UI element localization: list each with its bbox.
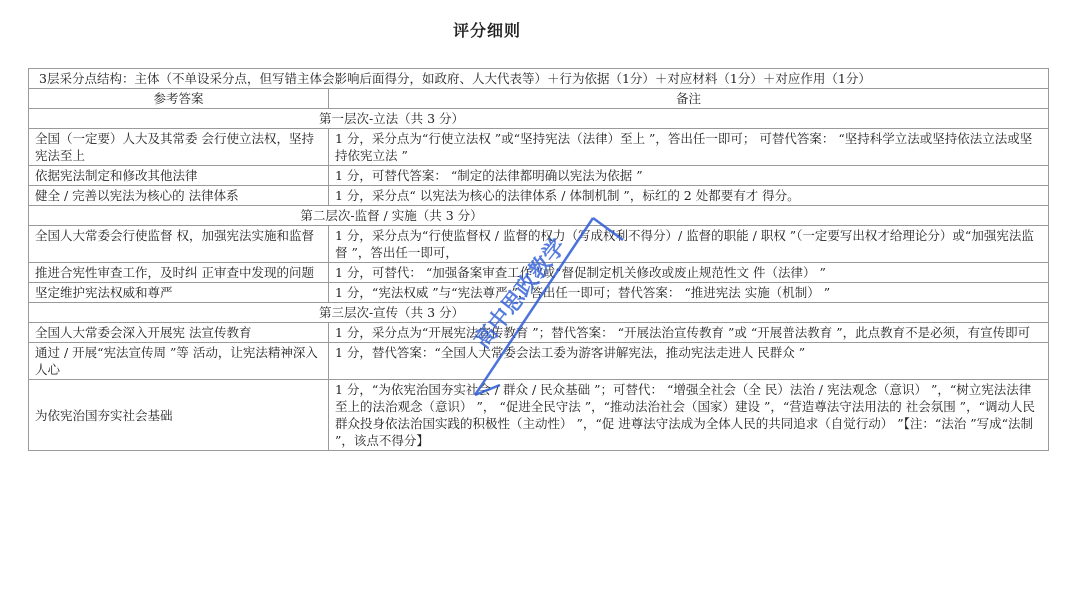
table-row	[29, 323, 1049, 343]
notes-cell: 1 分，采分点为“行使监督权 / 监督的权力（写成权利不得分）/ 监督的职能 / 职权 ”（一定要写出权才给理论分）或“加强宪法监督 ”，答出任一即可，	[329, 226, 1049, 263]
page-title: 评分细则	[452, 21, 521, 40]
watermark-text: 高中思政教学	[470, 234, 572, 354]
intro-row	[29, 69, 1049, 89]
answer-cell: 全国人大常委会行使监督 权，加强宪法实施和监督	[29, 226, 329, 263]
section-title: 第一层次-立法（共 3 分）	[29, 109, 1049, 129]
table-row	[29, 226, 1049, 263]
answer-cell: 坚定维护宪法权威和尊严	[29, 283, 329, 303]
notes-cell: 1 分，可替代： “加强备案审查工作 ”或“督促制定机关修改或废止规范性文 件（法律） ”	[329, 263, 1049, 283]
section-header-publicity	[29, 303, 1049, 323]
section-header-supervision	[29, 206, 1049, 226]
section-title: 第三层次-宣传（共 3 分）	[29, 303, 1049, 323]
table-row	[29, 380, 1049, 451]
answer-cell: 依据宪法制定和修改其他法律	[29, 166, 329, 186]
header-notes: 备注	[329, 89, 1049, 109]
notes-cell: 1 分，采分点为“开展宪法宣传教育 ”；替代答案： “开展法治宣传教育 ”或 “开展普法教育 ”，此点教育不是必须，有宣传即可	[329, 323, 1049, 343]
notes-cell: 1 分，采分点“ 以宪法为核心的法律体系 / 体制机制 ”，标红的 2 处都要有才 得分。	[329, 186, 1049, 206]
section-header-legislation	[29, 109, 1049, 129]
answer-cell: 通过 / 开展“宪法宣传周 ”等 活动，让宪法精神深入人心	[29, 343, 329, 380]
answer-cell: 全国人大常委会深入开展宪 法宣传教育	[29, 323, 329, 343]
table-row	[29, 166, 1049, 186]
answer-cell: 为依宪治国夯实社会基础	[29, 380, 329, 451]
scoring-table	[28, 68, 1049, 451]
table-row	[29, 186, 1049, 206]
intro-text: 3层采分点结构：主体（不单设采分点，但写错主体会影响后面得分，如政府、人大代表等）＋行为依据（1分）＋对应材料（1分）＋对应作用（1分）	[29, 69, 1049, 89]
notes-cell: 1 分，可替代答案： “制定的法律都明确以宪法为依据 ”	[329, 166, 1049, 186]
notes-cell: 1 分，“为依宪治国夯实社会 / 群众 / 民众基础 ”；可替代： “增强全社会（全 民）法治 / 宪法观念（意识） ”，“树立宪法法律至上的法治观念（意识） ”， “促进全民守法 ”，“推动法治社会（国家）建设 ”，“营造尊法守法用法的 社会氛围 ”，“调动人民群众投身依法治国实践的积极性（主动性） ”，“促 进尊法守法成为全体人民的共同追求（自觉行动） ”【注：“法治 ”写成“法制 ”，该点不得分】	[329, 380, 1049, 451]
notes-cell: 1 分，替代答案：“全国人大常委会法工委为游客讲解宪法，推动宪法走进人 民群众 ”	[329, 343, 1049, 380]
header-row	[29, 89, 1049, 109]
table-row	[29, 129, 1049, 166]
answer-cell: 健全 / 完善以宪法为核心的 法律体系	[29, 186, 329, 206]
table-row	[29, 283, 1049, 303]
answer-cell: 全国（一定要）人大及其常委 会行使立法权，坚持宪法至上	[29, 129, 329, 166]
table-row	[29, 263, 1049, 283]
header-answer: 参考答案	[29, 89, 329, 109]
notes-cell: 1 分，“宪法权威 ”与“宪法尊严 ”，答出任一即可；替代答案： “推进宪法 实施（机制） ”	[329, 283, 1049, 303]
section-title: 第二层次-监督 / 实施（共 3 分）	[29, 206, 1049, 226]
notes-cell: 1 分，采分点为“行使立法权 ”或“坚持宪法（法律）至上 ”，答出任一即可； 可替代答案： “坚持科学立法或坚持依法立法或坚持依宪立法 ”	[329, 129, 1049, 166]
table-row	[29, 343, 1049, 380]
answer-cell: 推进合宪性审查工作，及时纠 正审查中发现的问题	[29, 263, 329, 283]
